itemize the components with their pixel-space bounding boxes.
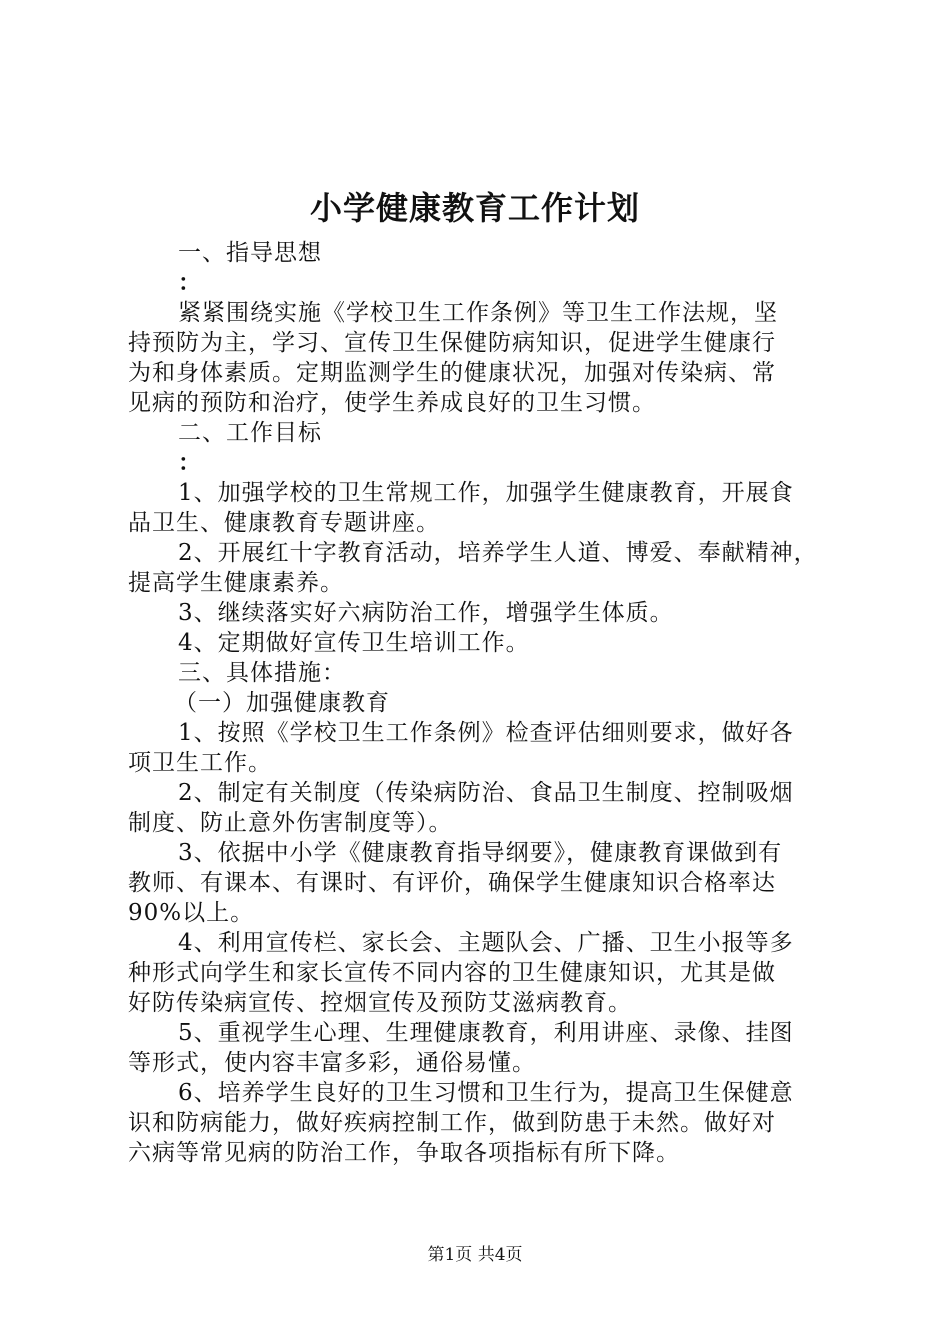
text-line: 90%以上。 [128, 900, 255, 926]
text-line: 5、重视学生心理、生理健康教育，利用讲座、录像、挂图 [178, 1020, 794, 1046]
text-line: 1、加强学校的卫生常规工作，加强学生健康教育，开展食 [178, 480, 794, 506]
text-line: 制度、防止意外伤害制度等）。 [128, 810, 453, 836]
text-line: 好防传染病宣传、控烟宣传及预防艾滋病教育。 [128, 990, 632, 1016]
text-line: 教师、有课本、有课时、有评价，确保学生健康知识合格率达 [128, 870, 776, 896]
text-line: 1、按照《学校卫生工作条例》检查评估细则要求，做好各 [178, 720, 794, 746]
text-line: 提高学生健康素养。 [128, 570, 344, 596]
text-line: 等形式，使内容丰富多彩，通俗易懂。 [128, 1050, 536, 1076]
text-line: 2、制定有关制度（传染病防治、食品卫生制度、控制吸烟 [178, 780, 794, 806]
text-line: 2、开展红十字教育活动，培养学生人道、博爱、奉献精神， [178, 540, 818, 566]
text-line: 二、工作目标 [178, 420, 322, 446]
text-line: （一）加强健康教育 [174, 690, 390, 716]
text-line: 为和身体素质。定期监测学生的健康状况，加强对传染病、常 [128, 360, 776, 386]
text-line: 品卫生、健康教育专题讲座。 [128, 510, 440, 536]
text-line: 种形式向学生和家长宣传不同内容的卫生健康知识，尤其是做 [128, 960, 776, 986]
text-line: 六病等常见病的防治工作，争取各项指标有所下降。 [128, 1140, 680, 1166]
text-line: 项卫生工作。 [128, 750, 272, 776]
page-number-footer: 第1页 共4页 [427, 1245, 523, 1265]
text-line: 4、利用宣传栏、家长会、主题队会、广播、卫生小报等多 [178, 930, 794, 956]
text-line: 三、具体措施： [178, 660, 346, 686]
text-line: 一、指导思想 [178, 240, 322, 266]
document-title: 小学健康教育工作计划 [309, 189, 640, 227]
text-line: 6、培养学生良好的卫生习惯和卫生行为，提高卫生保健意 [178, 1080, 794, 1106]
text-line: 3、继续落实好六病防治工作，增强学生体质。 [178, 600, 674, 626]
text-line: ： [178, 269, 202, 296]
text-line: 紧紧围绕实施《学校卫生工作条例》等卫生工作法规，坚 [178, 300, 778, 326]
text-line: ： [178, 449, 202, 476]
text-line: 3、依据中小学《健康教育指导纲要》，健康教育课做到有 [178, 840, 783, 866]
document-body [128, 238, 832, 1168]
text-line: 4、定期做好宣传卫生培训工作。 [178, 630, 530, 656]
text-line: 识和防病能力，做好疾病控制工作，做到防患于未然。做好对 [128, 1110, 776, 1136]
text-line: 持预防为主，学习、宣传卫生保健防病知识，促进学生健康行 [128, 330, 776, 356]
text-line: 见病的预防和治疗，使学生养成良好的卫生习惯。 [128, 390, 656, 416]
